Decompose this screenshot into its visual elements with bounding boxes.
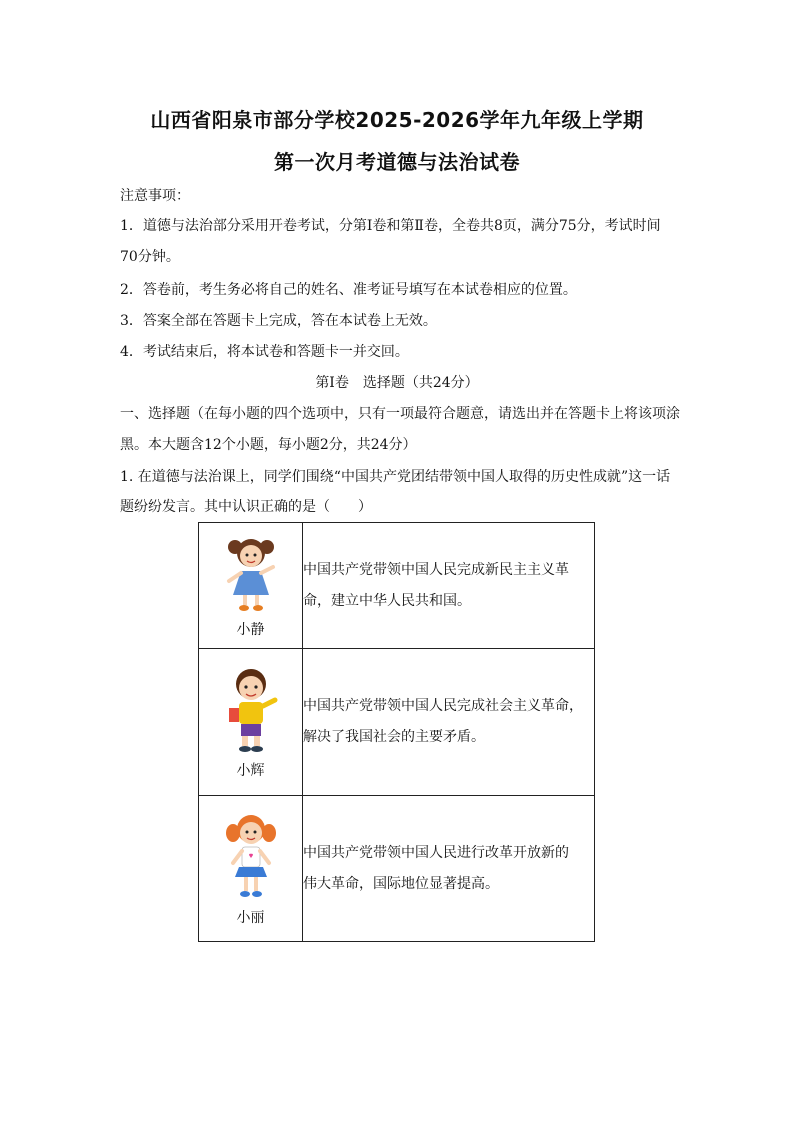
table-row [199, 523, 595, 649]
section-instruction-cont: 黑。本大题含12个小题，每小题2分，共24分） [120, 437, 417, 453]
section-title: 第Ⅰ卷 选择题（共24分） [315, 375, 479, 391]
boy-with-book-illustration [223, 664, 279, 756]
notice-item-2: 2．答卷前，考生务必将自己的姓名、准考证号填写在本试卷相应的位置。 [120, 282, 577, 298]
table-row [199, 649, 595, 796]
question-1-stem-cont: 题纷纷发言。其中认识正确的是（ ） [120, 499, 372, 515]
statement-text: 中国共产党带领中国人民进行改革开放新的 [303, 844, 569, 861]
question-1-stem: 1. 在道德与法治课上，同学们围绕“中国共产党团结带领中国人取得的历史性成就”这一话 [120, 469, 671, 485]
statement-cell [303, 649, 595, 796]
notice-heading: 注意事项： [120, 188, 190, 204]
statement-cell [303, 523, 595, 649]
notice-item-3: 3．答案全部在答题卡上完成，答在本试卷上无效。 [120, 313, 437, 329]
student-cell [199, 523, 303, 649]
student-cell [199, 796, 303, 942]
notice-item-4: 4．考试结束后，将本试卷和答题卡一并交回。 [120, 344, 409, 360]
exam-title-line1: 山西省阳泉市部分学校2025-2026学年九年级上学期 [150, 108, 644, 132]
student-cell [199, 649, 303, 796]
student-name: 小辉 [236, 763, 265, 779]
student-name: 小丽 [236, 909, 265, 926]
notice-item-1: 1．道德与法治部分采用开卷考试，分第Ⅰ卷和第Ⅱ卷，全卷共8页，满分75分，考试时间 [120, 218, 661, 234]
statements-table [198, 522, 595, 942]
section-instruction: 一、选择题（在每小题的四个选项中，只有一项最符合题意，请选出并在答题卡上将该项涂 [120, 406, 680, 422]
statement-cell [303, 796, 595, 942]
exam-title-line2: 第一次月考道德与法治试卷 [274, 150, 520, 174]
girl-redhair-illustration [223, 811, 279, 903]
student-name: 小静 [236, 621, 265, 638]
girl-pigtails-illustration [223, 533, 279, 615]
statement-text: 命，建立中华人民共和国。 [303, 592, 471, 609]
table-row [199, 796, 595, 942]
notice-item-1-cont: 70分钟。 [120, 249, 180, 265]
statement-text: 中国共产党带领中国人民完成社会主义革命， [303, 698, 583, 714]
statement-text: 伟大革命，国际地位显著提高。 [303, 875, 499, 892]
statement-text: 解决了我国社会的主要矛盾。 [303, 729, 485, 745]
statement-text: 中国共产党带领中国人民完成新民主主义革 [303, 561, 569, 578]
